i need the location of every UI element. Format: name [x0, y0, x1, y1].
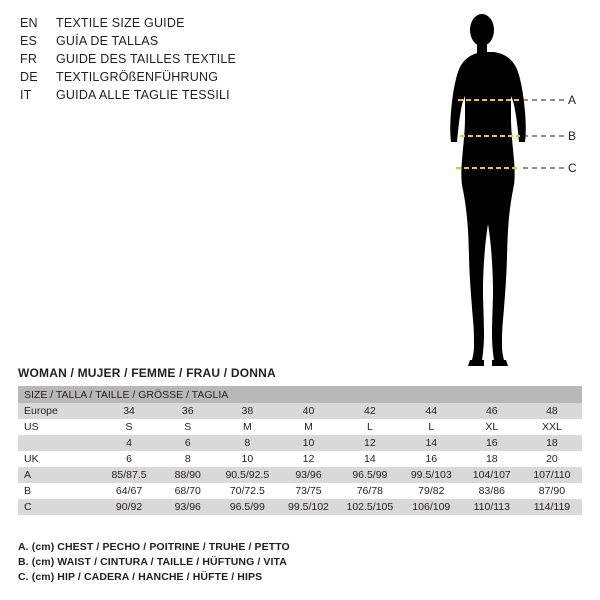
- row-label: A: [18, 467, 99, 483]
- cell: 8: [159, 451, 217, 467]
- marker-label-a: A: [568, 93, 577, 107]
- measurement-legend: [18, 540, 578, 585]
- cell: 83/86: [462, 483, 522, 499]
- language-row: [20, 34, 320, 52]
- cell: 88/90: [159, 467, 217, 483]
- language-code: DE: [20, 70, 38, 84]
- cell: 96.5/99: [217, 499, 278, 515]
- size-table: [18, 386, 582, 515]
- cell: M: [278, 419, 339, 435]
- cell: 16: [401, 451, 462, 467]
- language-row: [20, 70, 320, 88]
- cell: 93/96: [278, 467, 339, 483]
- cell: 34: [99, 403, 159, 419]
- legend-item-b: B. (cm) WAIST / CINTURA / TAILLE / HÜFTUNG / VITA: [18, 556, 287, 568]
- cell: 70/72.5: [217, 483, 278, 499]
- table-row: [18, 467, 582, 483]
- cell: 6: [159, 435, 217, 451]
- cell: 42: [339, 403, 401, 419]
- language-code: FR: [20, 52, 38, 66]
- cell: 64/67: [99, 483, 159, 499]
- cell: 12: [278, 451, 339, 467]
- table-row: [18, 451, 582, 467]
- cell: 48: [522, 403, 582, 419]
- cell: 46: [462, 403, 522, 419]
- cell: 85/87.5: [99, 467, 159, 483]
- cell: 68/70: [159, 483, 217, 499]
- language-title: GUÍA DE TALLAS: [56, 34, 159, 48]
- cell: 4: [99, 435, 159, 451]
- cell: 10: [217, 451, 278, 467]
- cell: 38: [217, 403, 278, 419]
- cell: 73/75: [278, 483, 339, 499]
- cell: 110/113: [462, 499, 522, 515]
- cell: 14: [401, 435, 462, 451]
- cell: 40: [278, 403, 339, 419]
- cell: 93/96: [159, 499, 217, 515]
- language-title: TEXTILGRÖßENFÜHRUNG: [56, 70, 219, 84]
- cell: 12: [339, 435, 401, 451]
- language-row: [20, 88, 320, 106]
- table-header-row: [18, 386, 582, 403]
- cell: 76/78: [339, 483, 401, 499]
- cell: L: [339, 419, 401, 435]
- cell: 18: [462, 451, 522, 467]
- cell: 44: [401, 403, 462, 419]
- cell: 102.5/105: [339, 499, 401, 515]
- language-list: [20, 16, 320, 106]
- cell: 14: [339, 451, 401, 467]
- cell: 20: [522, 451, 582, 467]
- cell: 36: [159, 403, 217, 419]
- language-code: IT: [20, 88, 32, 102]
- section-title: WOMAN / MUJER / FEMME / FRAU / DONNA: [18, 366, 276, 380]
- cell: 104/107: [462, 467, 522, 483]
- cell: XL: [462, 419, 522, 435]
- language-title: TEXTILE SIZE GUIDE: [56, 16, 185, 30]
- table-row: [18, 483, 582, 499]
- table-row: [18, 403, 582, 419]
- cell: 6: [99, 451, 159, 467]
- row-label: [18, 435, 99, 451]
- cell: 99.5/102: [278, 499, 339, 515]
- cell: 90.5/92.5: [217, 467, 278, 483]
- language-title: GUIDE DES TAILLES TEXTILE: [56, 52, 237, 66]
- cell: M: [217, 419, 278, 435]
- cell: 10: [278, 435, 339, 451]
- cell: 18: [522, 435, 582, 451]
- cell: L: [401, 419, 462, 435]
- table-header-label: SIZE / TALLA / TAILLE / GRÖSSE / TAGLIA: [18, 386, 582, 403]
- measurement-guides: [420, 8, 590, 368]
- marker-label-c: C: [568, 161, 577, 175]
- cell: 107/110: [522, 467, 582, 483]
- cell: 90/92: [99, 499, 159, 515]
- cell: 16: [462, 435, 522, 451]
- cell: S: [99, 419, 159, 435]
- row-label: B: [18, 483, 99, 499]
- row-label: UK: [18, 451, 99, 467]
- cell: 99.5/103: [401, 467, 462, 483]
- language-code: EN: [20, 16, 38, 30]
- language-title: GUIDA ALLE TAGLIE TESSILI: [56, 88, 230, 102]
- cell: 87/90: [522, 483, 582, 499]
- language-row: [20, 16, 320, 34]
- row-label: US: [18, 419, 99, 435]
- row-label: Europe: [18, 403, 99, 419]
- cell: 106/109: [401, 499, 462, 515]
- cell: S: [159, 419, 217, 435]
- legend-item-c: C. (cm) HIP / CADERA / HANCHE / HÜFTE / HIPS: [18, 571, 263, 583]
- table-row: [18, 419, 582, 435]
- table-row: [18, 499, 582, 515]
- cell: 8: [217, 435, 278, 451]
- language-code: ES: [20, 34, 38, 48]
- language-row: [20, 52, 320, 70]
- cell: XXL: [522, 419, 582, 435]
- body-figure: [420, 8, 590, 368]
- marker-label-b: B: [568, 129, 577, 143]
- row-label: C: [18, 499, 99, 515]
- cell: 79/82: [401, 483, 462, 499]
- cell: 96.5/99: [339, 467, 401, 483]
- table-row: [18, 435, 582, 451]
- cell: 114/119: [522, 499, 582, 515]
- legend-item-a: A. (cm) CHEST / PECHO / POITRINE / TRUHE / PETTO: [18, 541, 290, 553]
